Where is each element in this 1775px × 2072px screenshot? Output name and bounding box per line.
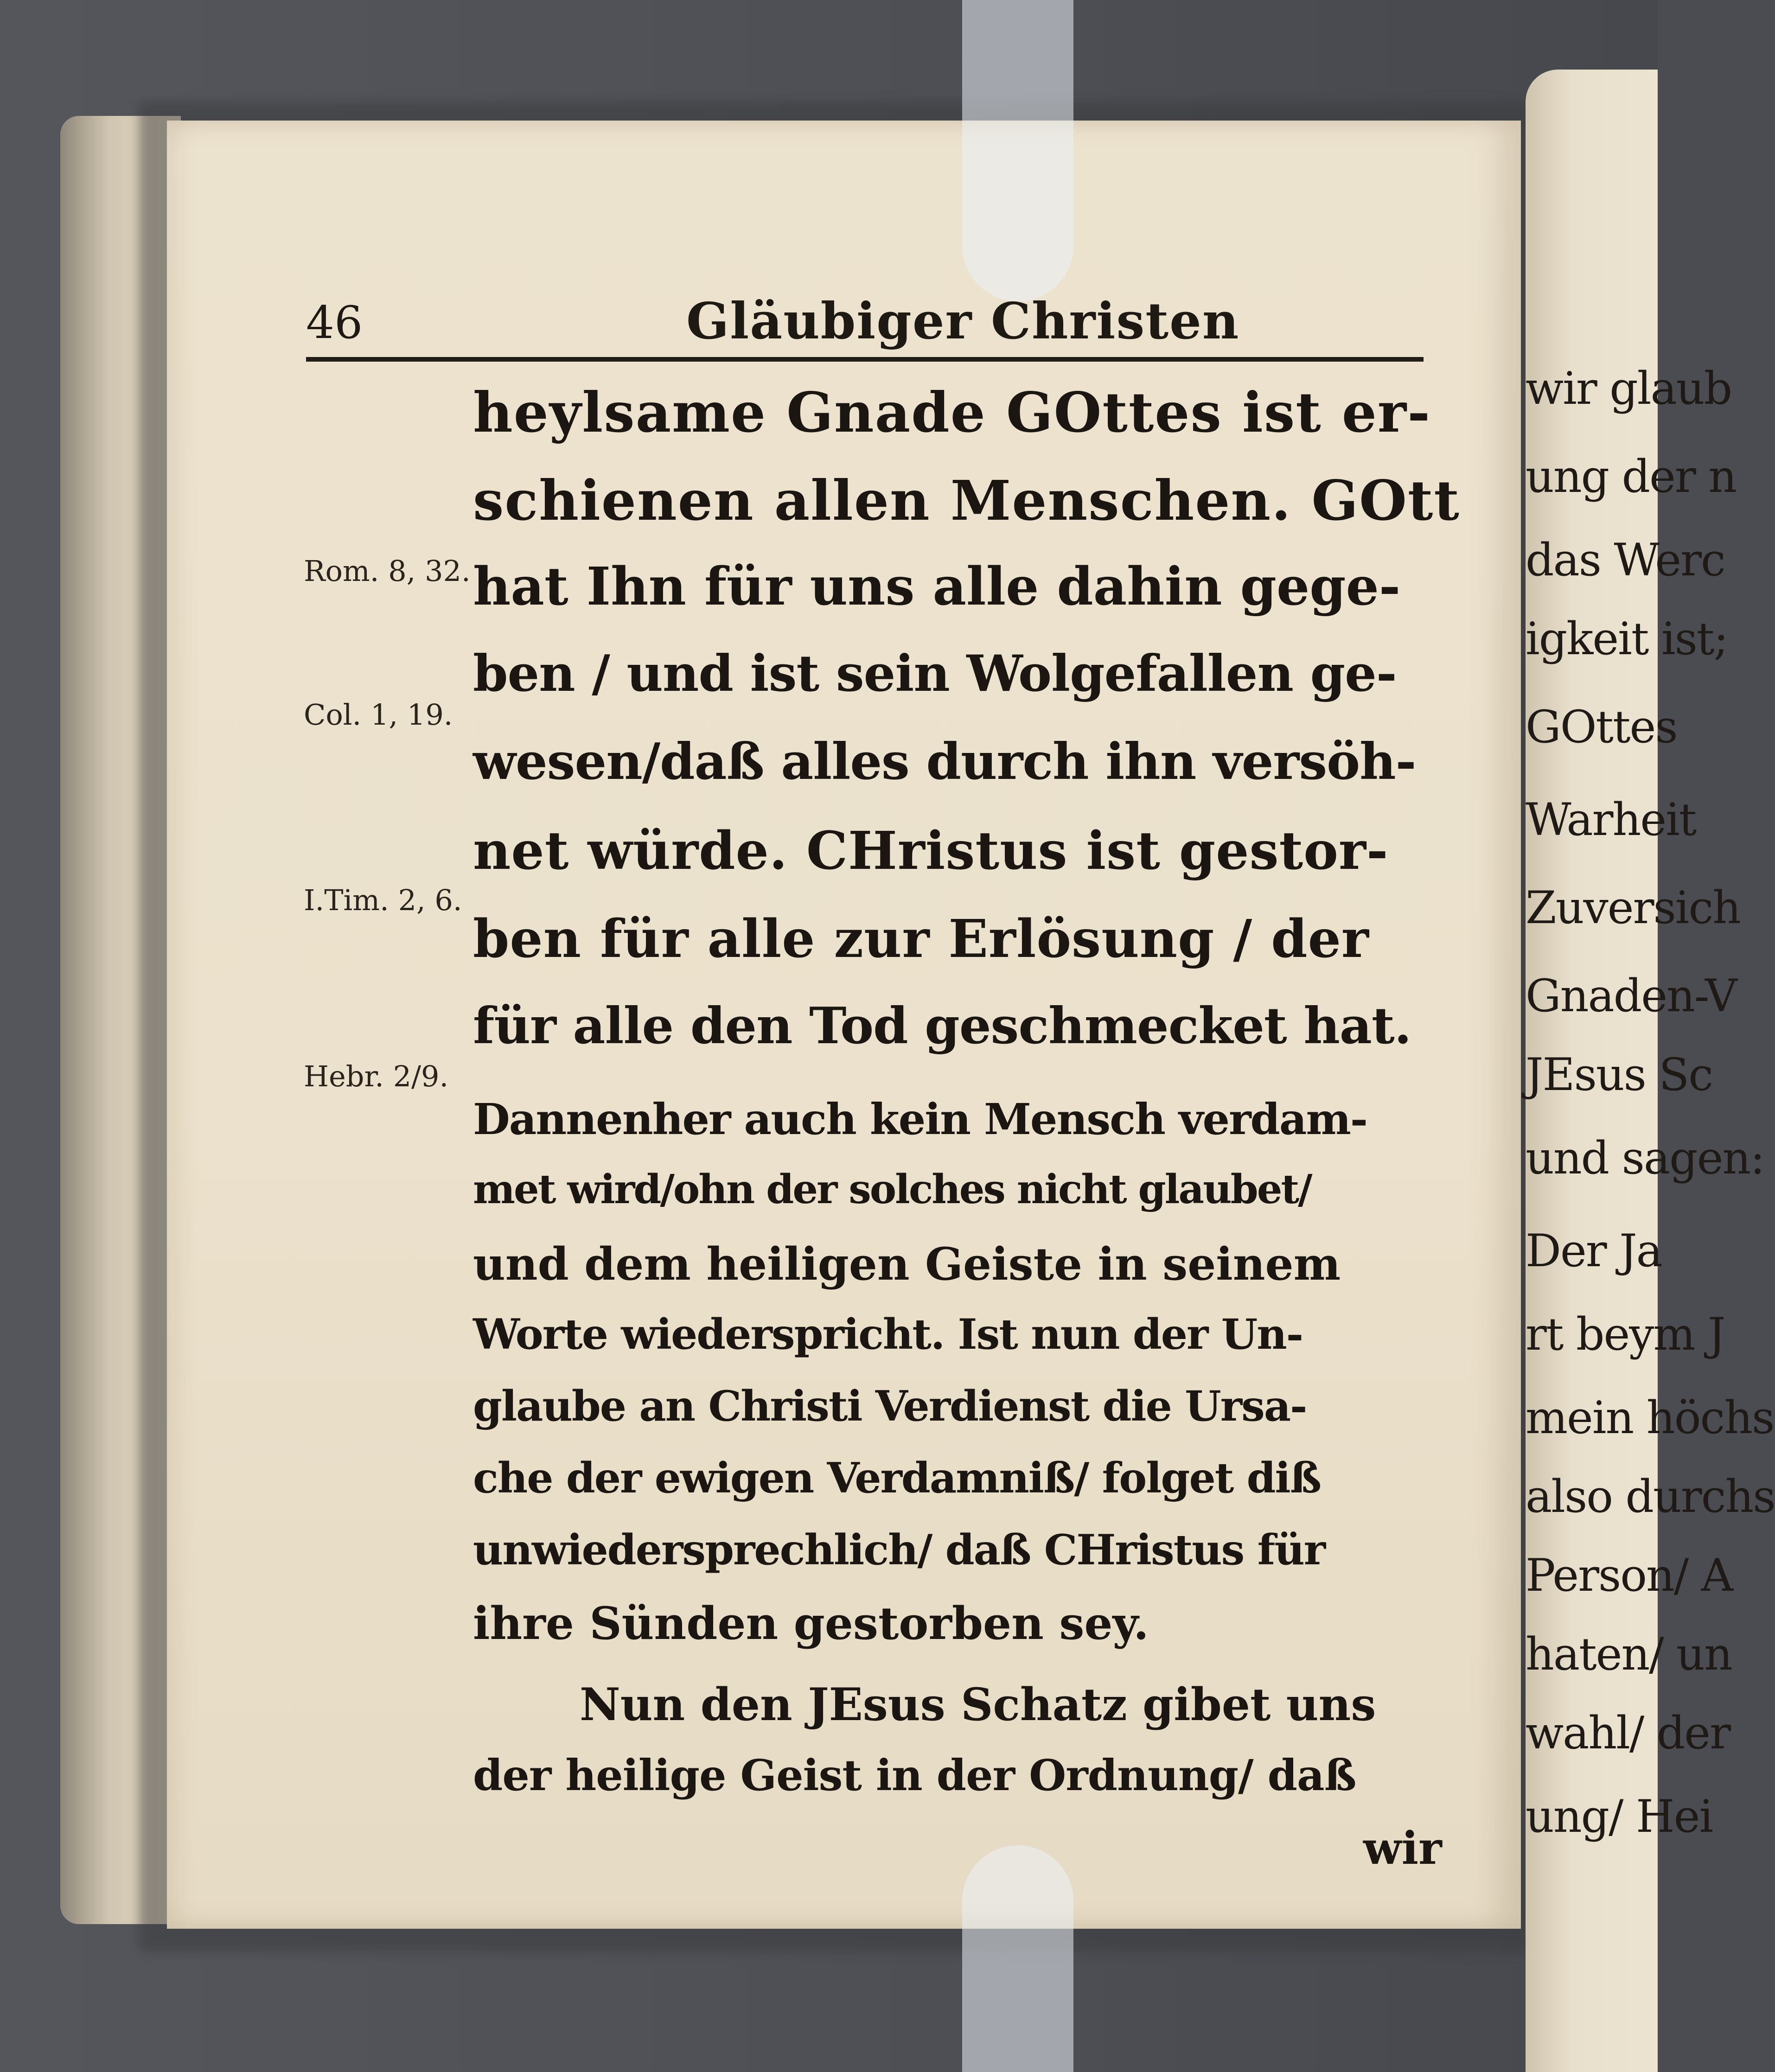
text-line: ihre Sünden gestorben sey. xyxy=(473,1597,1149,1650)
text-line: heylsame Gnade GOttes ist er- xyxy=(473,380,1431,445)
text-line: Worte wiederspricht. Ist nun der Un- xyxy=(473,1310,1303,1359)
text-line: met wird/ohn der solches nicht glaubet/ xyxy=(473,1166,1311,1213)
text-line: und dem heiligen Geiste in seinem xyxy=(473,1238,1341,1290)
facing-line: Der Ja xyxy=(1526,1225,1662,1277)
margin-reference: Hebr. 2/9. xyxy=(304,1059,449,1093)
facing-line: Person/ A xyxy=(1526,1549,1733,1601)
page-clamp-top xyxy=(962,0,1073,301)
facing-page xyxy=(1526,70,1775,2072)
text-line: für alle den Tod geschmecket hat. xyxy=(473,997,1411,1055)
facing-line: also durchs xyxy=(1526,1471,1775,1523)
facing-line: wir glaub xyxy=(1526,363,1731,414)
running-head: Gläubiger Christen xyxy=(686,292,1240,351)
facing-line: das Werc xyxy=(1526,534,1725,586)
text-line: ben / und ist sein Wolgefallen ge- xyxy=(473,644,1397,703)
facing-line: JEsus Sc xyxy=(1526,1049,1712,1101)
page-clamp-bottom xyxy=(962,1845,1073,2072)
text-line: Nun den JEsus Schatz gibet uns xyxy=(580,1678,1376,1731)
text-line: ben für alle zur Erlösung / der xyxy=(473,909,1369,969)
text-line: net würde. CHristus ist gestor- xyxy=(473,821,1389,881)
facing-line: GOttes xyxy=(1526,701,1677,753)
text-line: schienen allen Menschen. GOtt xyxy=(473,468,1460,533)
facing-line: ung der n xyxy=(1526,451,1737,503)
text-line: unwiedersprechlich/ daß CHristus für xyxy=(473,1525,1325,1575)
text-line: wesen/daß alles durch ihn versöh- xyxy=(473,733,1416,791)
catchword: wir xyxy=(1363,1822,1442,1874)
text-line: der heilige Geist in der Ordnung/ daß xyxy=(473,1750,1356,1800)
text-line: che der ewigen Verdamniß/ folget diß xyxy=(473,1454,1321,1503)
text-line: glaube an Christi Verdienst die Ursa- xyxy=(473,1382,1307,1431)
facing-line: wahl/ der xyxy=(1526,1707,1730,1759)
facing-line: Warheit xyxy=(1526,794,1696,846)
header-rule xyxy=(306,357,1424,362)
facing-line: Zuversich xyxy=(1526,882,1741,934)
page-number: 46 xyxy=(306,297,363,349)
facing-line: igkeit ist; xyxy=(1526,613,1728,665)
facing-line: ung/ Hei xyxy=(1526,1791,1713,1842)
facing-line: mein höchs xyxy=(1526,1392,1774,1444)
facing-line: und sagen: xyxy=(1526,1132,1764,1184)
text-line: hat Ihn für uns alle dahin gege- xyxy=(473,556,1401,617)
facing-line: Gnaden-V xyxy=(1526,970,1737,1022)
text-line: Dannenher auch kein Mensch verdam- xyxy=(473,1094,1367,1144)
margin-reference: Col. 1, 19. xyxy=(304,698,453,732)
margin-reference: I.Tim. 2, 6. xyxy=(304,883,462,917)
facing-line: rt beym J xyxy=(1526,1308,1725,1360)
margin-reference: Rom. 8, 32. xyxy=(304,554,471,588)
facing-line: haten/ un xyxy=(1526,1628,1732,1680)
